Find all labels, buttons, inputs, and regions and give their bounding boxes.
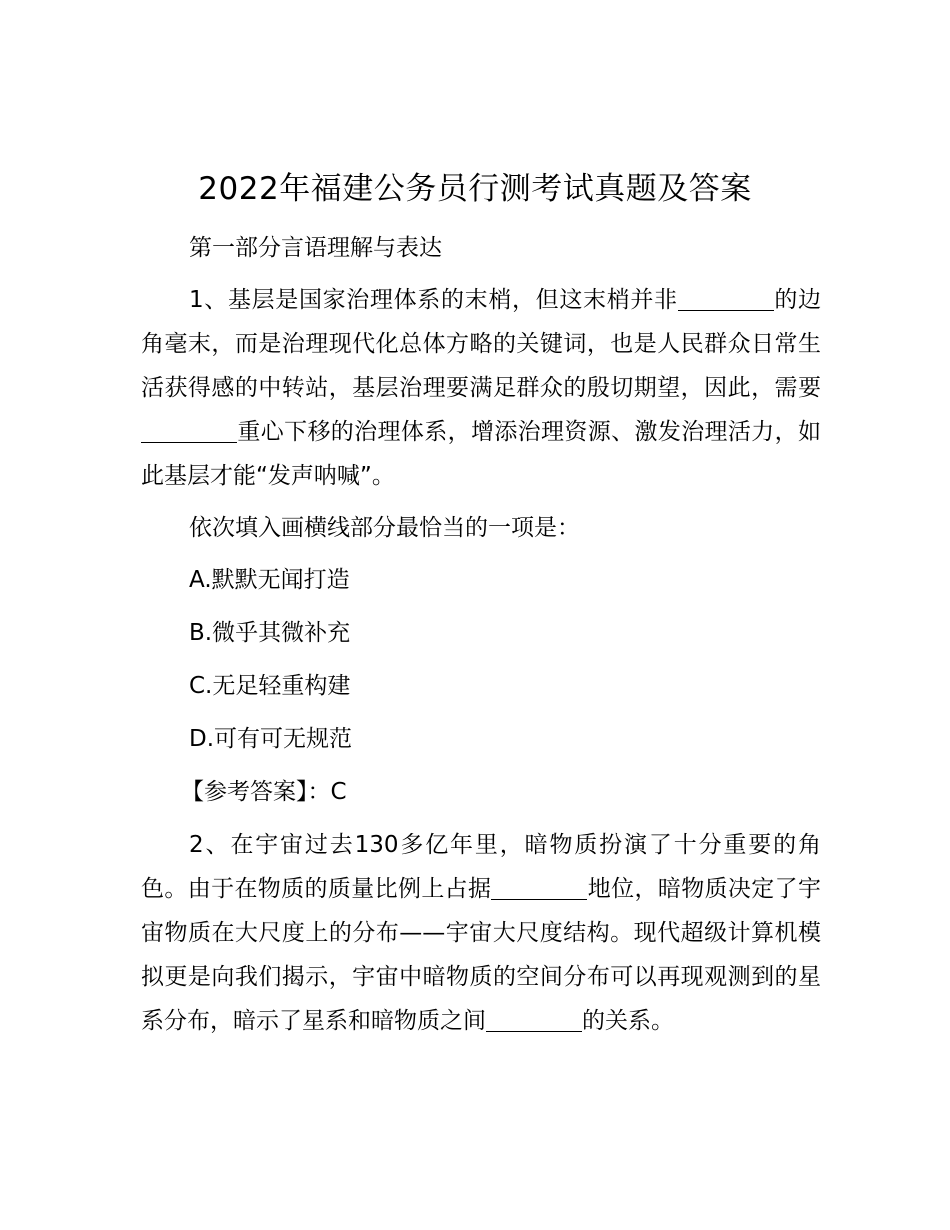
option-b: B.微乎其微补充 [189, 620, 351, 646]
option-d: D.可有可无规范 [189, 726, 353, 752]
question-1-text-part1: 1、基层是国家治理体系的末梢，但这末梢并非 [189, 287, 678, 313]
question-2-text-part2: 地位，暗物质决定了宇宙物质在大尺度上的分布——宇宙大尺度结构。现代超级计算机模拟更是向我们揭示，宇宙中暗物质的空间分布可以再现观测到的星系分布，暗示了星系和暗物质之间 [141, 876, 822, 1034]
question-2-text-part3: 的关系。 [582, 1008, 674, 1034]
page-title: 2022年福建公务员行测考试真题及答案 [198, 171, 752, 207]
fill-blank [486, 1001, 582, 1032]
option-a: A.默默无闻打造 [189, 567, 350, 593]
question-2-stem [141, 823, 821, 1043]
fill-blank [491, 869, 587, 900]
question-1-prompt: 依次填入画横线部分最恰当的一项是： [189, 515, 580, 541]
document-body [141, 226, 821, 1051]
question-1-text-part2: 的边角毫末，而是治理现代化总体方略的关键词，也是人民群众日常生活获得感的中转站，基层治理要满足群众的殷切期望，因此，需要 [141, 287, 822, 401]
fill-blank [678, 280, 774, 311]
question-1-text-part3: 重心下移的治理体系，增添治理资源、激发治理活力，如此基层才能“发声呐喊”。 [141, 419, 821, 489]
section-heading: 第一部分言语理解与表达 [189, 235, 442, 261]
question-1-answer: 【参考答案】：C [181, 779, 347, 805]
fill-blank [141, 412, 237, 443]
question-1-stem [141, 278, 821, 498]
question-2-text-part1: 2、在宇宙过去130多亿年里，暗物质扮演了十分重要的角色。由于在物质的质量比例上占据 [141, 832, 821, 902]
option-c: C.无足轻重构建 [189, 673, 351, 699]
